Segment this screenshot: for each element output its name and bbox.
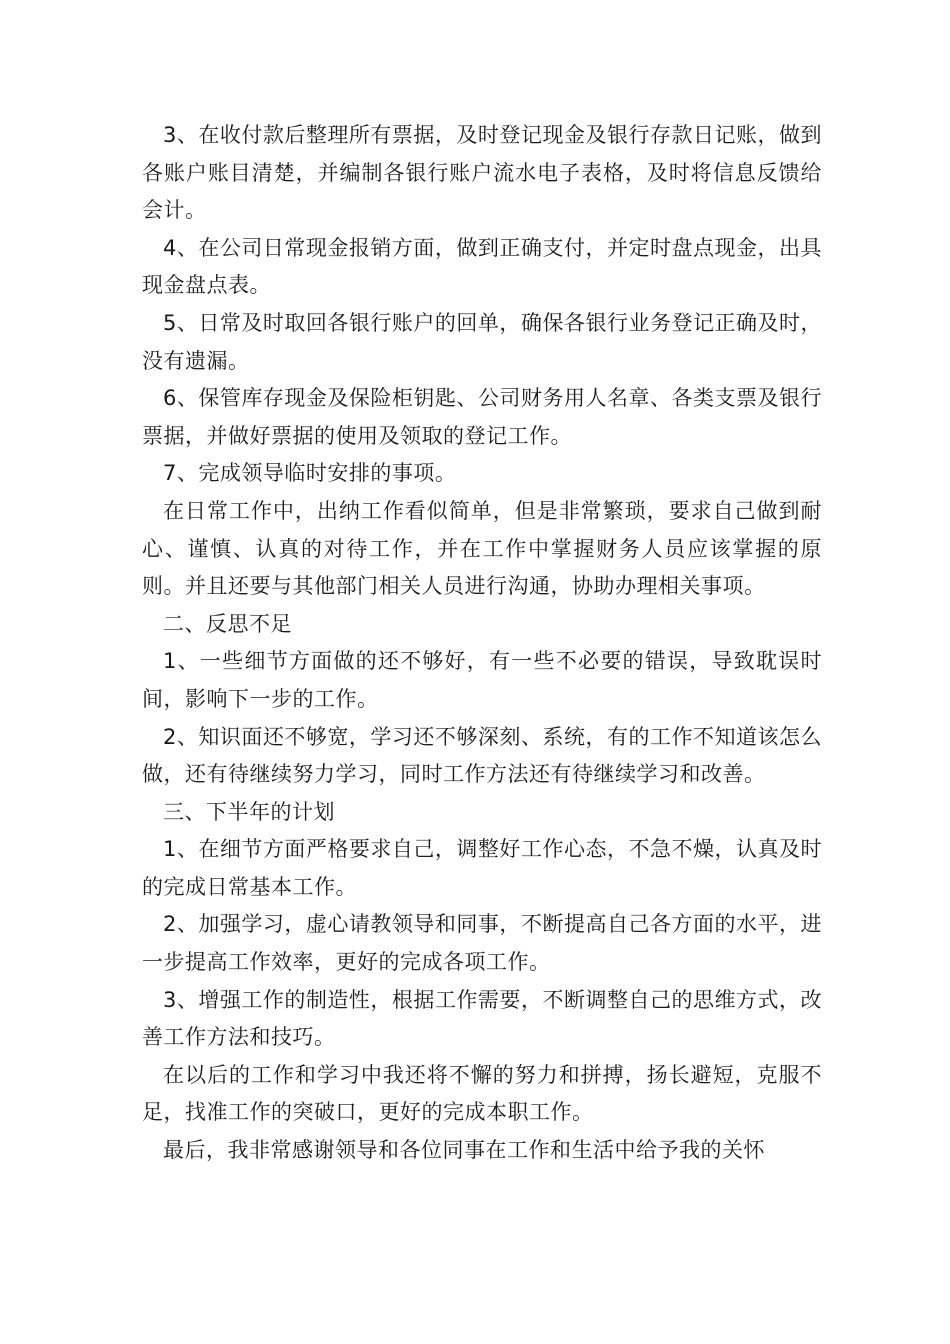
- paragraph-plan-2: 2、加强学习，虚心请教领导和同事，不断提高自己各方面的水平，进一步提高工作效率，更好的完成各项工作。: [142, 912, 822, 975]
- paragraph-plan-3: 3、增强工作的制造性，根据工作需要，不断调整自己的思维方式，改善工作方法和技巧。: [142, 987, 822, 1050]
- paragraph-plan-1: 1、在细节方面严格要求自己，调整好工作心态，不急不燥，认真及时的完成日常基本工作。: [142, 837, 822, 899]
- paragraph-item-3-billing: 3、在收付款后整理所有票据，及时登记现金及银行存款日记账，做到各账户账目清楚，并编制各银行账户流水电子表格，及时将信息反馈给会计。: [142, 123, 822, 223]
- section-heading-plan: 三、下半年的计划: [163, 799, 335, 824]
- paragraph-item-6-safekeeping: 6、保管库存现金及保险柜钥匙、公司财务用人名章、各类支票及银行票据，并做好票据的使用及领取的登记工作。: [142, 386, 822, 448]
- paragraph-item-7-assigned-tasks: 7、完成领导临时安排的事项。: [163, 461, 457, 486]
- paragraph-reflection-1: 1、一些细节方面做的还不够好，有一些不必要的错误，导致耽误时间，影响下一步的工作。: [142, 649, 822, 711]
- paragraph-reflection-2: 2、知识面还不够宽，学习还不够深刻、系统，有的工作不知道该怎么做，还有待继续努力学习，同时工作方法还有待继续学习和改善。: [142, 724, 822, 787]
- paragraph-future-commitment: 在以后的工作和学习中我还将不懈的努力和拼搏，扬长避短，克服不足，找准工作的突破口，更好的完成本职工作。: [142, 1062, 822, 1125]
- paragraph-item-4-cash-reimbursement: 4、在公司日常现金报销方面，做到正确支付，并定时盘点现金，出具现金盘点表。: [142, 235, 822, 298]
- paragraph-item-5-bank-receipts: 5、日常及时取回各银行账户的回单，确保各银行业务登记正确及时，没有遗漏。: [142, 310, 822, 373]
- paragraph-daily-work-summary: 在日常工作中，出纳工作看似简单，但是非常繁琐，要求自己做到耐心、谨慎、认真的对待工作，并在工作中掌握财务人员应该掌握的原则。并且还要与其他部门相关人员进行沟通，协助办理相关事项。: [142, 498, 822, 599]
- paragraph-closing-thanks: 最后，我非常感谢领导和各位同事在工作和生活中给予我的关怀: [163, 1138, 765, 1163]
- section-heading-reflection: 二、反思不足: [163, 611, 292, 636]
- document-body: [142, 117, 822, 1170]
